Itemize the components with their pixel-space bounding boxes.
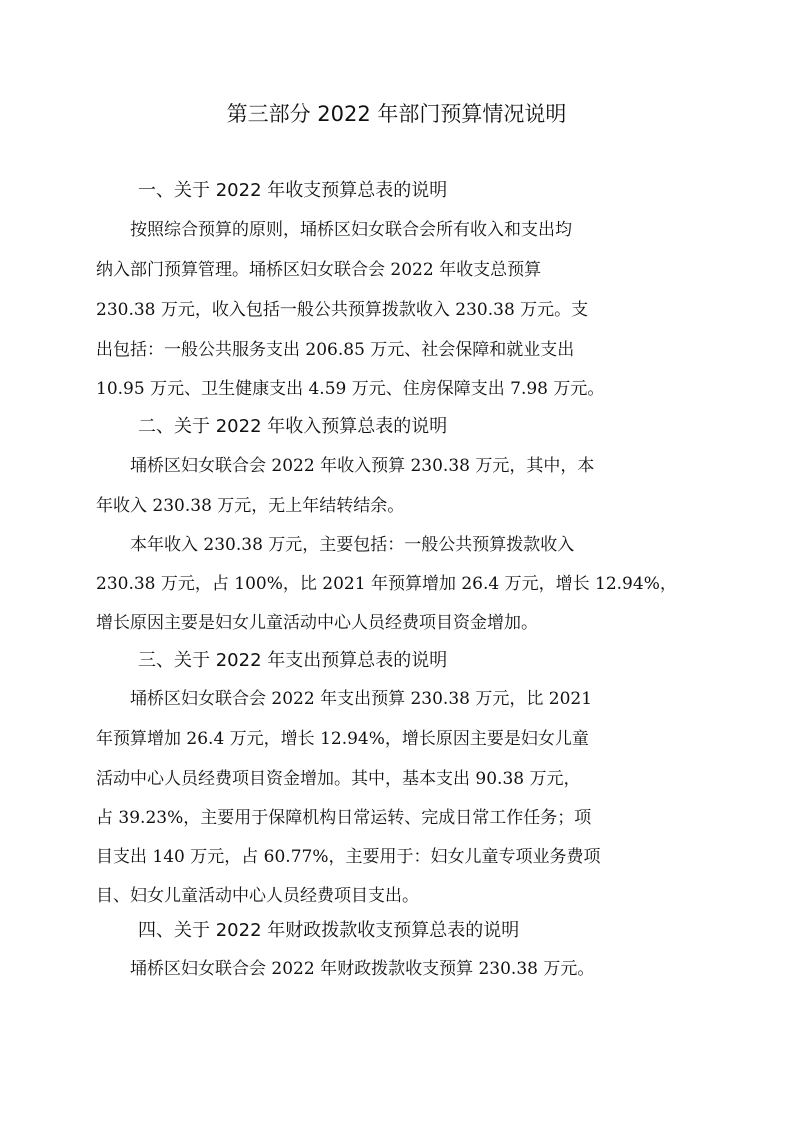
section-1-heading: 一、关于 2022 年收支预算总表的说明 — [138, 180, 448, 201]
section-3-line-5: 目支出 140 万元，占 60.77%，主要用于：妇女儿童专项业务费项 — [96, 847, 601, 867]
section-3-line-2: 年预算增加 26.4 万元，增长 12.94%，增长原因主要是妇女儿童 — [96, 729, 589, 749]
section-1-line-3: 230.38 万元，收入包括一般公共预算拨款收入 230.38 万元。支 — [96, 300, 589, 320]
section-1-line-2: 纳入部门预算管理。埇桥区妇女联合会 2022 年收支总预算 — [96, 260, 542, 280]
page-title: 第三部分 2022 年部门预算情况说明 — [226, 102, 567, 126]
section-2-line-4: 230.38 万元，占 100%，比 2021 年预算增加 26.4 万元，增长 12.94%， — [96, 574, 677, 594]
section-3-heading: 三、关于 2022 年支出预算总表的说明 — [138, 650, 448, 671]
section-2-line-1: 埇桥区妇女联合会 2022 年收入预算 230.38 万元，其中，本 — [96, 456, 595, 476]
section-2-line-3: 本年收入 230.38 万元，主要包括：一般公共预算拨款收入 — [96, 535, 575, 555]
section-4-line-1: 埇桥区妇女联合会 2022 年财政拨款收支预算 230.38 万元。 — [96, 959, 595, 979]
section-3-line-1: 埇桥区妇女联合会 2022 年支出预算 230.38 万元，比 2021 — [96, 689, 593, 709]
section-3-line-4: 占 39.23%，主要用于保障机构日常运转、完成日常工作任务；项 — [96, 808, 592, 828]
section-3-line-3: 活动中心人员经费项目资金增加。其中，基本支出 90.38 万元， — [96, 769, 581, 789]
section-1-line-1: 按照综合预算的原则，埇桥区妇女联合会所有收入和支出均 — [96, 220, 572, 240]
section-2-heading: 二、关于 2022 年收入预算总表的说明 — [138, 416, 448, 437]
section-2-line-5: 增长原因主要是妇女儿童活动中心人员经费项目资金增加。 — [96, 613, 538, 633]
section-1-line-4: 出包括：一般公共服务支出 206.85 万元、社会保障和就业支出 — [96, 340, 575, 360]
section-4-heading: 四、关于 2022 年财政拨款收支预算总表的说明 — [138, 920, 520, 941]
section-1-line-5: 10.95 万元、卫生健康支出 4.59 万元、住房保障支出 7.98 万元。 — [96, 379, 605, 399]
section-2-line-2: 年收入 230.38 万元，无上年结转结余。 — [96, 496, 405, 516]
section-3-line-6: 目、妇女儿童活动中心人员经费项目支出。 — [96, 886, 419, 906]
